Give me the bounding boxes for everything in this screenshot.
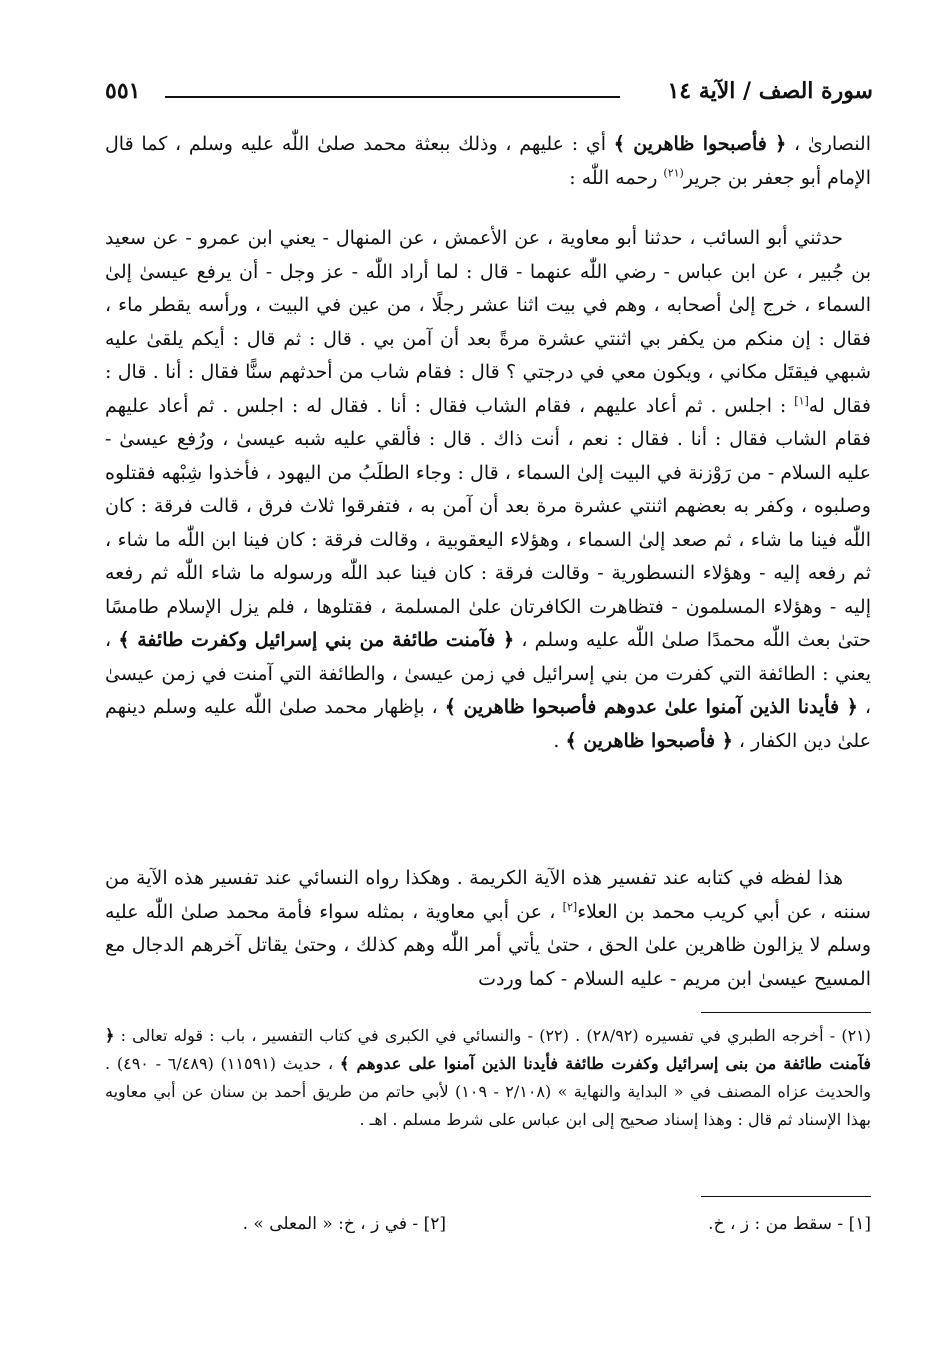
running-title: سورة الصف / الآية ١٤ (667, 78, 873, 104)
text-run: ، بإظهار محمد صلىٰ اللّٰه عليه وسلم دينهم علىٰ دين الكفار ، (105, 696, 871, 752)
text-run: رحمه اللّٰه : (569, 166, 664, 189)
footnote-ref: (٢١) (663, 166, 684, 180)
apparatus-separator (701, 1196, 871, 1197)
text-run: النصارىٰ ، (786, 133, 871, 155)
paragraph-1 (105, 128, 871, 195)
text-run: ، يعني : الطائفة التي كفرت من بني إسرائيل في زمن عيسىٰ ، والطائفة التي آمنت في زمن عيسىٰ ، (105, 629, 871, 718)
text-run: أي : عليهم ، وذلك ببعثة محمد صلىٰ اللّٰه عليه وسلم ، كما قال الإمام أبو جعفر بن جرير (105, 133, 871, 189)
footnotes (105, 1022, 871, 1134)
critical-apparatus (105, 1210, 871, 1240)
quran-quote: ﴿ فأصبحوا ظاهرين ﴾ (613, 133, 787, 155)
footnote-text: ، حديث (١١٥٩١) (٦/٤٨٩ - ٤٩٠) . والحديث عزاه المصنف في « البداية والنهاية » (٢/١٠٨ - ١٠٩) لأبي حاتم من طريق أحمد بن سنان عن أبي معاويه بهذا الإسناد ثم قال : وهذا إسناد صحيح إلى ابن عباس على شرط مسلم . اهـ . (105, 1054, 871, 1129)
text-run: . (553, 729, 566, 752)
apparatus-ref: [١] (794, 394, 809, 408)
apparatus-ref: [٢] (562, 900, 578, 914)
paragraph-2 (105, 222, 871, 758)
footnote-text: (٢١) - أخرجه الطبري في تفسيره (٢٨/٩٢) . (٢٢) - والنسائي في الكبرى في كتاب التفسير ، باب : قوله تعالى : (114, 1026, 871, 1045)
quran-quote: ﴿ فآمنت طائفة من بنى إسرائيل وكفرت طائفة فأيدنا الذين آمنوا على عدوهم ﴾ (105, 1026, 872, 1073)
quran-quote: ﴿ فآمنت طائفة من بني إسرائيل وكفرت طائفة ﴾ (118, 629, 515, 651)
text-run: حدثني أبو السائب ، حدثنا أبو معاوية ، عن الأعمش ، عن المنهال - يعني ابن عمرو - عن سعيد بن جُبير ، عن ابن عباس - رضي اللّٰه عنهما - قال : لما أراد اللّٰه - عز وجل - أن يرفع عيسىٰ إلىٰ السماء ، خرج إلىٰ أصحابه ، وهم في بيت اثنا عشر رجلًا ، من عين في البيت ، ورأسه يقطر ماء ، فقال : إن منكم من يكفر بي اثنتي عشرة مرةً بعد أن آمن بي . قال : ثم قال : أيكم يلقىٰ عليه شبهي فيقتَل مكاني ، ويكون معي في درجتي ؟ قال : فقام شاب من أحدثهم سنًّا فقال : أنا . قال : فقال له (105, 227, 871, 417)
apparatus-note-2: [٢] - في ز ، خ: « المعلى » . (242, 1214, 446, 1234)
footnote-separator (701, 1012, 871, 1013)
page-header (105, 78, 873, 118)
text-run: هذا لفظه في كتابه عند تفسير هذه الآية الكريمة . وهكذا رواه النسائي عند تفسير هذه الآية من سننه ، عن أبي كريب محمد بن العلاء (105, 867, 871, 923)
header-rule (165, 96, 620, 98)
text-run: ، عن أبي معاوية ، بمثله سواء فأمة محمد صلىٰ اللّٰه عليه وسلم لا يزالون ظاهرين علىٰ الحق ، حتىٰ يأتي أمر اللّٰه وهم كذلك ، وحتىٰ يقاتل آخرهم الدجال مع المسيح عيسىٰ ابن مريم - عليه السلام - كما وردت (105, 900, 871, 990)
page-number: ٥٥١ (105, 78, 141, 104)
quran-quote: ﴿ فأيدنا الذين آمنوا علىٰ عدوهم فأصبحوا ظاهرين ﴾ (444, 696, 858, 718)
text-run: : اجلس . ثم أعاد عليهم ، فقام الشاب فقال : أنا . فقال له : اجلس . ثم أعاد عليهم فقام الشاب فقال : أنا . فقال : نعم ، أنت ذاك . قال : فألقي عليه شبه عيسىٰ ، ورُفع عيسىٰ - عليه السلام - من رَوْزنة في البيت إلىٰ السماء ، قال : وجاء الطلَبُ من اليهود ، فأخذوا شِبْهه فقتلوه وصلبوه ، وكفر به بعضهم اثنتي عشرة مرة بعد أن آمن به ، فتفرقوا ثلاث فرق ، قالت فرقة : كان اللّٰه فينا ما شاء ، ثم صعد إلىٰ السماء ، وهؤلاء اليعقوبية ، وقالت فرقة : كان فينا ابن اللّٰه ما شاء ، ثم رفعه إليه - وهؤلاء النسطورية - وقالت فرقة : كان فينا عبد اللّٰه ورسوله ما شاء اللّٰه ثم رفعه إليه - وهؤلاء المسلمون - فتظاهرت الكافرتان علىٰ المسلمة ، فقتلوها ، فلم يزل الإسلام طامسًا حتىٰ بعث اللّٰه محمدًا صلىٰ اللّٰه عليه وسلم ، (105, 394, 871, 651)
quran-quote: ﴿ فأصبحوا ظاهرين ﴾ (565, 729, 733, 752)
apparatus-note-1: [١] - سقط من : ز ، خ. (708, 1214, 871, 1234)
paragraph-3 (105, 862, 871, 996)
